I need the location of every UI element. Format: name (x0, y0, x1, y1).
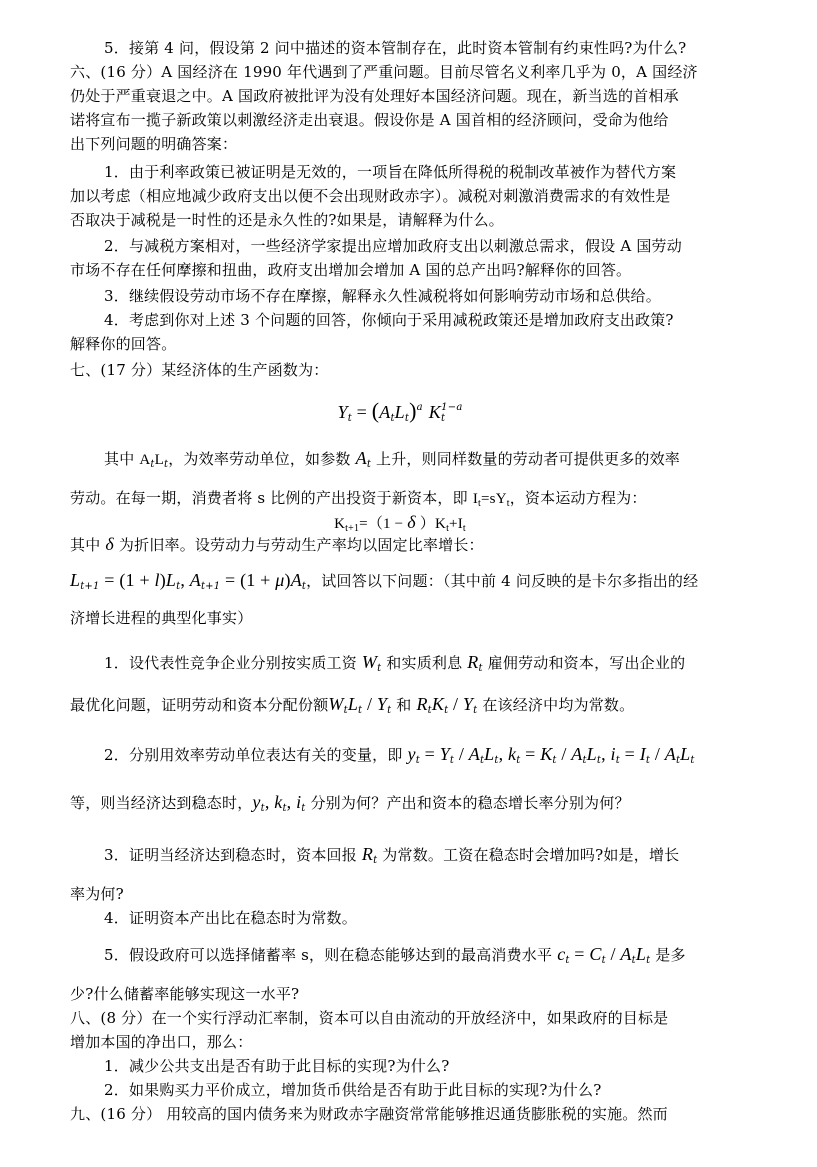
section-7-heading: 七、(17 分）某经济体的生产函数为： (70, 361, 329, 379)
text-line: 诺将宣布一揽子新政策以刺激经济走出衰退。假设你是 A 国首相的经济顾问，受命为他给 (70, 111, 669, 129)
text-line: 市场不存在任何摩擦和扭曲，政府支出增加会增加 A 国的总产出吗?解释你的回答。 (70, 261, 632, 279)
text-line: 济增长进程的典型化事实） (70, 609, 253, 627)
question-1: 1．由于利率政策已被证明是无效的，一项旨在降低所得税的税制改革被作为替代方案 (104, 163, 677, 181)
text-line: 加以考虑（相应地减少政府支出以便不会出现财政赤字）。减税对刺激消费需求的有效性是 (70, 187, 671, 205)
investment-paragraph: 劳动。在每一期，消费者将 s 比例的产出投资于新资本，即 $I_t=sY_t$，资本运动方程为： (70, 489, 647, 509)
question-2: 2．与减税方案相对，一些经济学家提出应增加政府支出以刺激总需求，假设 A 国劳动 (104, 237, 682, 255)
text-line: 5．接第 4 问，假设第 2 问中描述的资本管制存在，此时资本管制有约束性吗?为什么? (104, 39, 687, 57)
efficiency-paragraph: 其中 $A_tL_t$，为效率劳动单位，如参数 $A_t$ 上升，则同样数量的劳动者可提供更多的效率 (104, 448, 681, 470)
question-7-2: 2．分别用效率劳动单位表达有关的变量，即 $y_t = Y_t / A_tL_t$, $k_t = K_t / A_tL_t$, $i_t = I_t / A_tL_t$ (104, 744, 695, 766)
section-9-heading: 九、(16 分） 用较高的国内债务来为财政赤字融资常常能够推迟通货膨胀税的实施。然而 (70, 1105, 668, 1123)
question-8-2: 2．如果购买力平价成立，增加货币供给是否有助于此目标的实现?为什么? (104, 1081, 602, 1099)
capital-motion-formula: $K_{t+1}=(1 - \delta$ ）$K_t+I_t$ (334, 512, 466, 534)
question-7-1-cont: 最优化问题，证明劳动和资本分配份额$W_tL_t / Y_t$ 和 $R_tK_t / Y_t$ 在该经济中均为常数。 (70, 694, 635, 716)
question-7-5-cont: 少?什么储蓄率能够实现这一水平? (70, 985, 300, 1003)
question-7-4: 4．证明资本产出比在稳态时为常数。 (104, 909, 357, 927)
text-line: 解释你的回答。 (70, 335, 177, 353)
text-line: 出下列问题的明确答案： (70, 135, 238, 153)
question-7-1: 1．设代表性竞争企业分别按实质工资 $W_t$ 和实质利息 $R_t$ 雇佣劳动和资本，写出企业的 (104, 652, 686, 674)
text-line: 仍处于严重衰退之中。A 国政府被批评为没有处理好本国经济问题。现在，新当选的首相承 (70, 87, 679, 105)
question-3: 3．继续假设劳动市场不存在摩擦，解释永久性减税将如何影响劳动市场和总供给。 (104, 287, 661, 305)
question-7-3: 3．证明当经济达到稳态时，资本回报 $R_t$ 为常数。工资在稳态时会增加吗?如是，增长 (104, 844, 680, 866)
text-line: 增加本国的净出口，那么： (70, 1033, 253, 1051)
text-line: 否取决于减税是一时性的还是永久性的?如果是，请解释为什么。 (70, 211, 504, 229)
section-8-heading: 八、(8 分）在一个实行浮动汇率制，资本可以自由流动的开放经济中，如果政府的目标是 (70, 1009, 669, 1027)
question-7-5: 5．假设政府可以选择储蓄率 s，则在稳态能够达到的最高消费水平 $c_t = C_t / A_tL_t$ 是多 (104, 944, 686, 966)
growth-formula-line: $L_{t+1} = (1 + l)L_t$, $A_{t+1} = (1 + \mu)A_t$，试回答以下问题：（其中前 4 问反映的是卡尔多指出的经 (70, 570, 699, 592)
question-7-3-cont: 率为何? (70, 885, 124, 903)
question-4: 4．考虑到你对上述 3 个问题的回答，你倾向于采用减税政策还是增加政府支出政策? (104, 311, 674, 329)
question-7-2-cont: 等，则当经济达到稳态时，$y_t$, $k_t$, $i_t$ 分别为何？产出和资本的稳态增长率分别为何？ (70, 792, 630, 814)
production-function-formula: $Y_t = (A_tL_t)^a$ $K_t^{1-a}$ (337, 398, 463, 424)
question-8-1: 1．减少公共支出是否有助于此目标的实现?为什么? (104, 1057, 450, 1075)
section-6-heading: 六、(16 分）A 国经济在 1990 年代遇到了严重问题。目前尽管名义利率几乎为 0，A 国经济 (70, 63, 698, 81)
depreciation-paragraph: 其中 δ 为折旧率。设劳动力与劳动生产率均以固定比率增长： (70, 534, 484, 554)
